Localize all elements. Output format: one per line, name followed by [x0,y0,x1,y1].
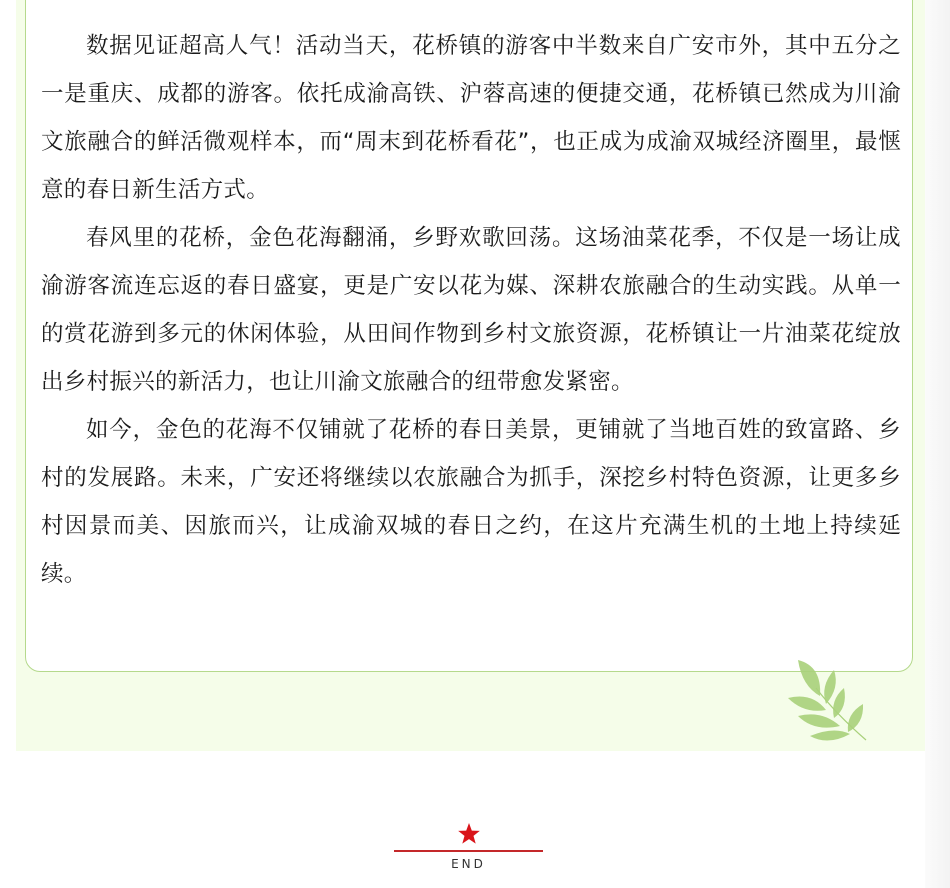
paragraph-1: 数据见证超高人气！活动当天，花桥镇的游客中半数来自广安市外，其中五分之一是重庆、成都的游客。依托成渝高铁、沪蓉高速的便捷交通，花桥镇已然成为川渝文旅融合的鲜活微观样本，而“周末到花桥看花”，也正成为成渝双城经济圈里，最惬意的春日新生活方式。 [41,33,901,203]
star-icon [457,822,481,846]
end-label: END [451,857,486,871]
article-body [41,22,901,598]
paragraph-2: 春风里的花桥，金色花海翻涌，乡野欢歌回荡。这场油菜花季，不仅是一场让成渝游客流连忘返的春日盛宴，更是广安以花为媒、深耕农旅融合的生动实践。从单一的赏花游到多元的休闲体验，从田间作物到乡村文旅资源，花桥镇让一片油菜花绽放出乡村振兴的新活力，也让川渝文旅融合的纽带愈发紧密。 [41,225,901,395]
end-divider-line [394,850,543,852]
paragraph-3: 如今，金色的花海不仅铺就了花桥的春日美景，更铺就了当地百姓的致富路、乡村的发展路。未来，广安还将继续以农旅融合为抓手，深挖乡村特色资源，让更多乡村因景而美、因旅而兴，让成渝双城的春日之约，在这片充满生机的土地上持续延续。 [41,417,901,587]
end-divider [394,822,543,878]
page-gutter [925,0,950,888]
leaf-branch-icon [786,652,870,744]
